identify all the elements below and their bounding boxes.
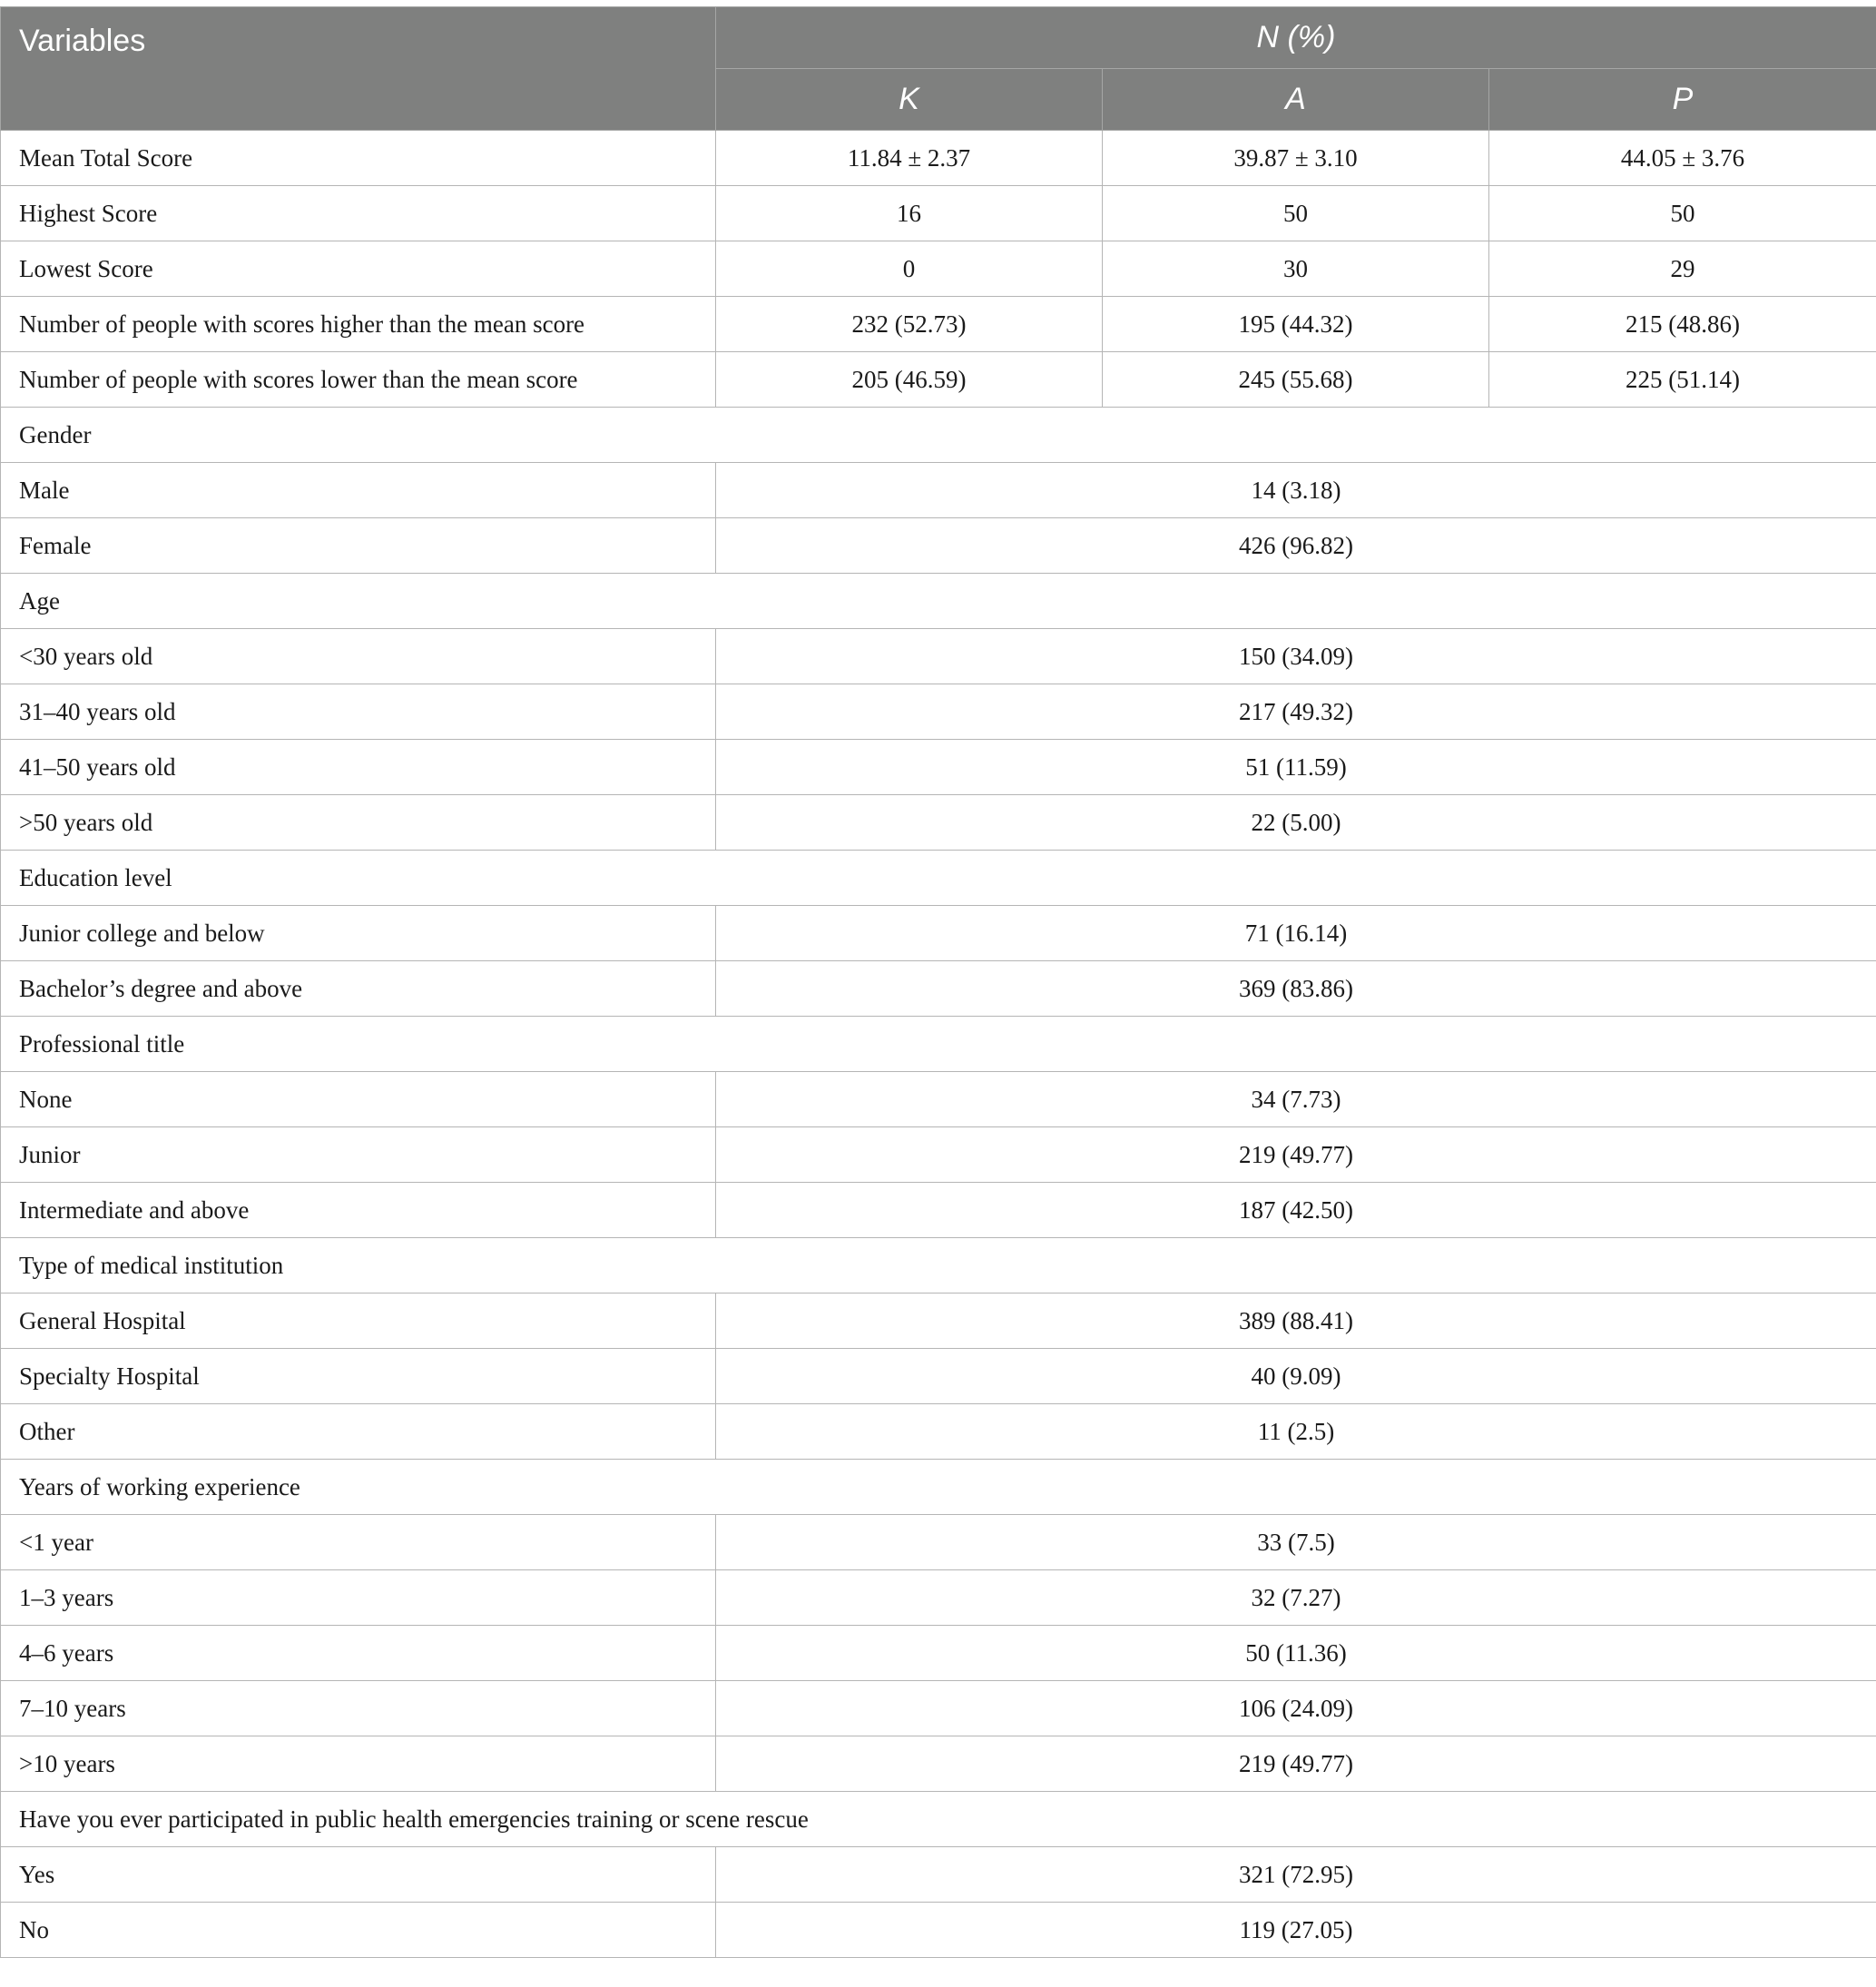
- row-value: 217 (49.32): [716, 684, 1876, 740]
- cell-p: 50: [1489, 186, 1876, 241]
- cell-a: 245 (55.68): [1103, 352, 1489, 408]
- row-label: Junior college and below: [1, 906, 716, 961]
- row-value: 389 (88.41): [716, 1294, 1876, 1349]
- cell-k: 11.84 ± 2.37: [716, 131, 1103, 186]
- section-title: Have you ever participated in public health emergencies training or scene rescue: [1, 1792, 1876, 1847]
- header-a: A: [1103, 69, 1489, 131]
- cell-a: 39.87 ± 3.10: [1103, 131, 1489, 186]
- row-value: 34 (7.73): [716, 1072, 1876, 1127]
- section-row: [1, 1460, 1876, 1515]
- cell-p: 44.05 ± 3.76: [1489, 131, 1876, 186]
- row-value: 33 (7.5): [716, 1515, 1876, 1570]
- row-label: General Hospital: [1, 1294, 716, 1349]
- table-row: [1, 1294, 1876, 1349]
- header-p: P: [1489, 69, 1876, 131]
- section-row: [1, 1238, 1876, 1294]
- row-value: 51 (11.59): [716, 740, 1876, 795]
- row-value: 426 (96.82): [716, 518, 1876, 574]
- table-row: [1, 463, 1876, 518]
- table-container: [0, 6, 1876, 1958]
- row-label: <30 years old: [1, 629, 716, 684]
- table-header: [1, 7, 1876, 131]
- section-title: Years of working experience: [1, 1460, 1876, 1515]
- row-label: None: [1, 1072, 716, 1127]
- section-title: Age: [1, 574, 1876, 629]
- table-row: [1, 629, 1876, 684]
- header-variables: Variables: [1, 7, 716, 131]
- row-value: 11 (2.5): [716, 1404, 1876, 1460]
- row-value: 219 (49.77): [716, 1736, 1876, 1792]
- table-row: [1, 795, 1876, 851]
- table-row: [1, 684, 1876, 740]
- section-title: Professional title: [1, 1017, 1876, 1072]
- table-row: [1, 131, 1876, 186]
- cell-k: 16: [716, 186, 1103, 241]
- row-label: Junior: [1, 1127, 716, 1183]
- section-row: [1, 1792, 1876, 1847]
- cell-a: 50: [1103, 186, 1489, 241]
- row-label: Number of people with scores lower than the mean score: [1, 352, 716, 408]
- cell-k: 0: [716, 241, 1103, 297]
- row-label: >10 years: [1, 1736, 716, 1792]
- section-row: [1, 408, 1876, 463]
- row-value: 219 (49.77): [716, 1127, 1876, 1183]
- row-value: 369 (83.86): [716, 961, 1876, 1017]
- table-row: [1, 186, 1876, 241]
- row-label: Male: [1, 463, 716, 518]
- row-value: 321 (72.95): [716, 1847, 1876, 1903]
- table-row: [1, 1404, 1876, 1460]
- table-row: [1, 297, 1876, 352]
- row-value: 22 (5.00): [716, 795, 1876, 851]
- table-row: [1, 906, 1876, 961]
- row-label: Bachelor’s degree and above: [1, 961, 716, 1017]
- row-label: Lowest Score: [1, 241, 716, 297]
- row-label: 31–40 years old: [1, 684, 716, 740]
- section-title: Type of medical institution: [1, 1238, 1876, 1294]
- row-value: 50 (11.36): [716, 1626, 1876, 1681]
- header-k: K: [716, 69, 1103, 131]
- section-row: [1, 1017, 1876, 1072]
- cell-a: 195 (44.32): [1103, 297, 1489, 352]
- row-value: 40 (9.09): [716, 1349, 1876, 1404]
- header-group: N (%): [716, 7, 1876, 69]
- row-label: 4–6 years: [1, 1626, 716, 1681]
- table-row: [1, 1736, 1876, 1792]
- table-row: [1, 1626, 1876, 1681]
- row-value: 187 (42.50): [716, 1183, 1876, 1238]
- row-value: 119 (27.05): [716, 1903, 1876, 1958]
- row-label: 1–3 years: [1, 1570, 716, 1626]
- row-label: 41–50 years old: [1, 740, 716, 795]
- row-label: 7–10 years: [1, 1681, 716, 1736]
- row-label: >50 years old: [1, 795, 716, 851]
- row-label: Female: [1, 518, 716, 574]
- row-label: Specialty Hospital: [1, 1349, 716, 1404]
- row-value: 14 (3.18): [716, 463, 1876, 518]
- section-title: Gender: [1, 408, 1876, 463]
- table-row: [1, 1349, 1876, 1404]
- row-label: No: [1, 1903, 716, 1958]
- table-row: [1, 740, 1876, 795]
- section-title: Education level: [1, 851, 1876, 906]
- table-row: [1, 1570, 1876, 1626]
- table-row: [1, 1847, 1876, 1903]
- table-row: [1, 961, 1876, 1017]
- cell-p: 215 (48.86): [1489, 297, 1876, 352]
- row-value: 150 (34.09): [716, 629, 1876, 684]
- row-label: <1 year: [1, 1515, 716, 1570]
- section-row: [1, 851, 1876, 906]
- row-value: 106 (24.09): [716, 1681, 1876, 1736]
- table-row: [1, 1681, 1876, 1736]
- row-label: Yes: [1, 1847, 716, 1903]
- table-row: [1, 1903, 1876, 1958]
- table-row: [1, 1183, 1876, 1238]
- row-label: Intermediate and above: [1, 1183, 716, 1238]
- cell-a: 30: [1103, 241, 1489, 297]
- row-value: 71 (16.14): [716, 906, 1876, 961]
- section-row: [1, 574, 1876, 629]
- row-label: Highest Score: [1, 186, 716, 241]
- table-body: [1, 131, 1876, 1958]
- cell-p: 29: [1489, 241, 1876, 297]
- table-row: [1, 518, 1876, 574]
- row-label: Other: [1, 1404, 716, 1460]
- row-label: Number of people with scores higher than the mean score: [1, 297, 716, 352]
- table-row: [1, 241, 1876, 297]
- table-row: [1, 1072, 1876, 1127]
- cell-k: 232 (52.73): [716, 297, 1103, 352]
- cell-k: 205 (46.59): [716, 352, 1103, 408]
- data-table: [0, 6, 1876, 1958]
- table-row: [1, 1515, 1876, 1570]
- row-label: Mean Total Score: [1, 131, 716, 186]
- table-row: [1, 1127, 1876, 1183]
- table-row: [1, 352, 1876, 408]
- row-value: 32 (7.27): [716, 1570, 1876, 1626]
- cell-p: 225 (51.14): [1489, 352, 1876, 408]
